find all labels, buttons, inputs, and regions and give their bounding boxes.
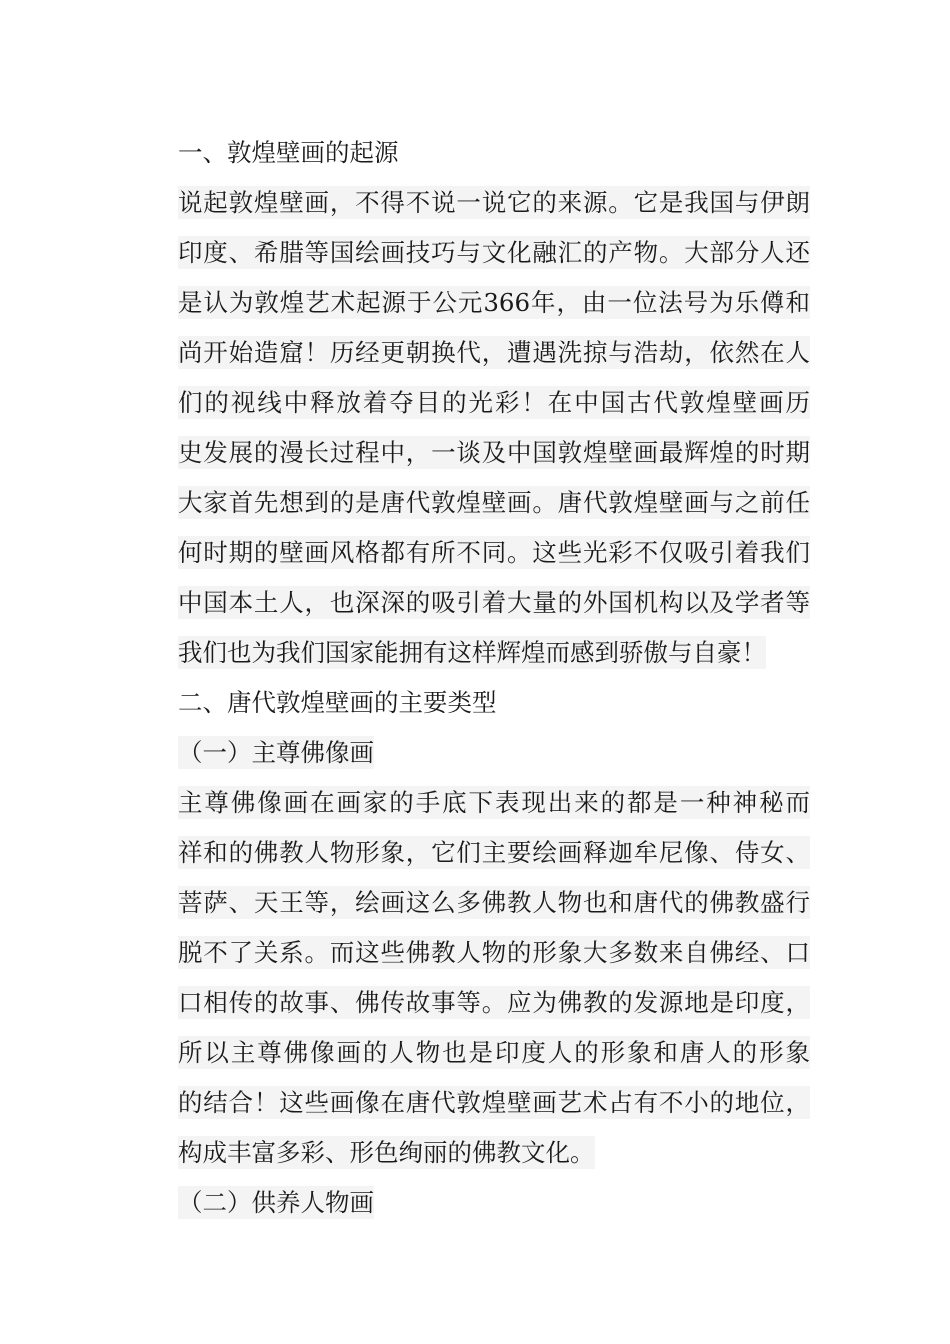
paragraph-line: 所以主尊佛像画的人物也是印度人的形象和唐人的形象 <box>178 1038 810 1067</box>
paragraph-line: 大家首先想到的是唐代敦煌壁画。唐代敦煌壁画与之前任 <box>178 488 810 517</box>
paragraph-line: 的结合！这些画像在唐代敦煌壁画艺术占有不小的地位， <box>178 1088 810 1117</box>
paragraph-line: 是认为敦煌艺术起源于公元366年，由一位法号为乐僔和 <box>178 288 810 317</box>
paragraph-line: 祥和的佛教人物形象，它们主要绘画释迦牟尼像、侍女、 <box>178 838 810 867</box>
subsection-heading-donor <box>178 1178 810 1228</box>
paragraph-line: 我们也为我们国家能拥有这样辉煌而感到骄傲与自豪！ <box>178 638 766 667</box>
subsection-heading-donor-text: （二）供养人物画 <box>178 1188 374 1217</box>
subsection-heading-buddha-text: （一）主尊佛像画 <box>178 738 374 767</box>
section-heading-origin-text: 一、敦煌壁画的起源 <box>178 138 399 167</box>
paragraph-line: 何时期的壁画风格都有所不同。这些光彩不仅吸引着我们 <box>178 538 810 567</box>
paragraph-line: 菩萨、天王等，绘画这么多佛教人物也和唐代的佛教盛行 <box>178 888 810 917</box>
paragraph-line: 中国本土人，也深深的吸引着大量的外国机构以及学者等 <box>178 588 810 617</box>
paragraph-line: 说起敦煌壁画，不得不说一说它的来源。它是我国与伊朗 <box>178 188 810 217</box>
paragraph-line: 主尊佛像画在画家的手底下表现出来的都是一种神秘而 <box>178 788 810 817</box>
paragraph-line: 脱不了关系。而这些佛教人物的形象大多数来自佛经、口 <box>178 938 810 967</box>
paragraph-origin <box>178 178 810 678</box>
section-heading-origin <box>178 128 810 178</box>
paragraph-buddha <box>178 778 810 1178</box>
paragraph-line: 印度、希腊等国绘画技巧与文化融汇的产物。大部分人还 <box>178 238 810 267</box>
paragraph-line: 构成丰富多彩、形色绚丽的佛教文化。 <box>178 1138 595 1167</box>
paragraph-line: 史发展的漫长过程中，一谈及中国敦煌壁画最辉煌的时期 <box>178 438 810 467</box>
document-body <box>178 128 810 1228</box>
paragraph-line: 口相传的故事、佛传故事等。应为佛教的发源地是印度， <box>178 988 810 1017</box>
paragraph-line: 们的视线中释放着夺目的光彩！在中国古代敦煌壁画历 <box>178 388 810 417</box>
paragraph-line: 尚开始造窟！历经更朝换代，遭遇洗掠与浩劫，依然在人 <box>178 338 810 367</box>
section-heading-types-text: 二、唐代敦煌壁画的主要类型 <box>178 688 497 717</box>
subsection-heading-buddha <box>178 728 810 778</box>
section-heading-types <box>178 678 810 728</box>
